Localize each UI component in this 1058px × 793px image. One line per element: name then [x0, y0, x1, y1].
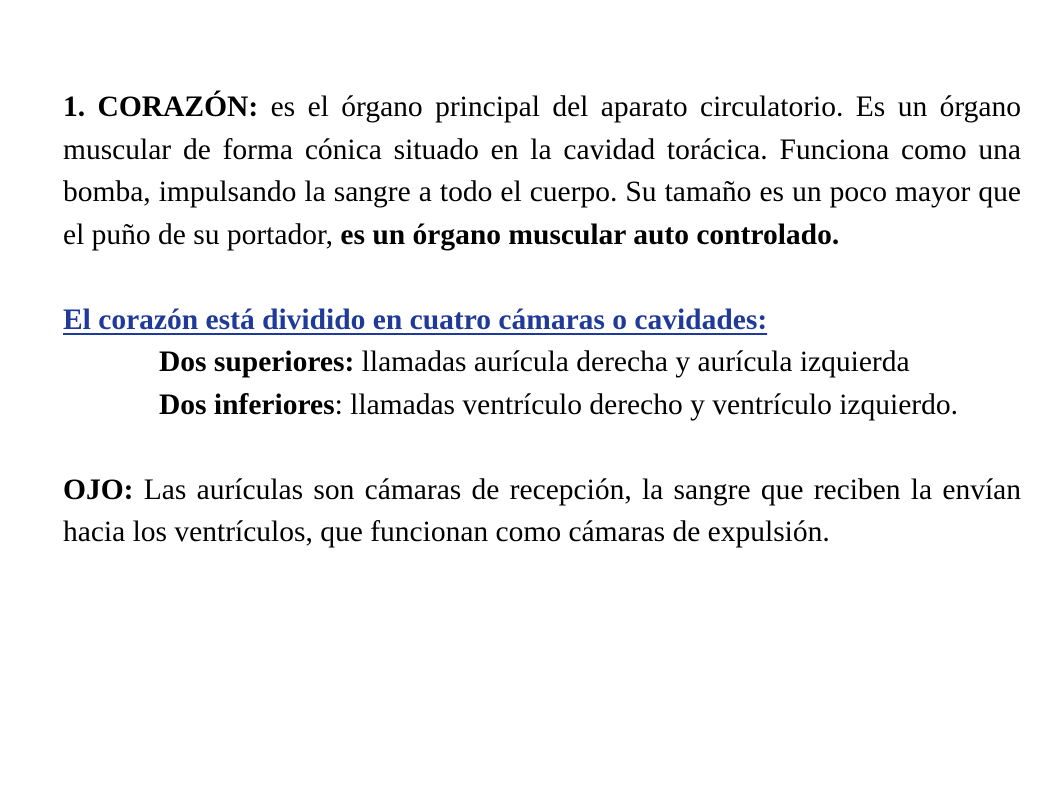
heart-definition-bold-end: es un órgano muscular auto controlado.: [340, 218, 840, 251]
upper-chambers-label: Dos superiores:: [159, 346, 355, 378]
note-paragraph: [63, 469, 1021, 554]
heart-definition-text: es el órgano principal del aparato circulatorio. Es un órgano muscular de forma cónica situado en la cavidad torácica. Funciona como una bomba, impulsando la sangre a todo el cuerpo. Su tamaño es un poco mayor que el puño de su portador,: [63, 91, 1021, 251]
lower-chambers-item: [159, 384, 1021, 427]
upper-chambers-text: llamadas aurícula derecha y aurícula izquierda: [354, 346, 910, 378]
section-title: 1. CORAZÓN:: [63, 91, 259, 123]
chambers-heading: El corazón está dividido en cuatro cámaras o cavidades:: [63, 303, 768, 336]
spacer: [63, 426, 1021, 469]
spacer: [63, 256, 1021, 299]
heart-definition-paragraph: [63, 86, 1021, 256]
upper-chambers-item: [159, 341, 1021, 384]
note-label: OJO:: [63, 473, 134, 506]
lower-chambers-label: Dos inferiores: [159, 388, 335, 421]
slide-content: [63, 86, 1021, 554]
lower-chambers-text: : llamadas ventrículo derecho y ventrículo izquierdo.: [334, 388, 958, 421]
note-text: Las aurículas son cámaras de recepción, la sangre que reciben la envían hacia los ventrículos, que funcionan como cámaras de expulsión.: [63, 473, 1021, 548]
